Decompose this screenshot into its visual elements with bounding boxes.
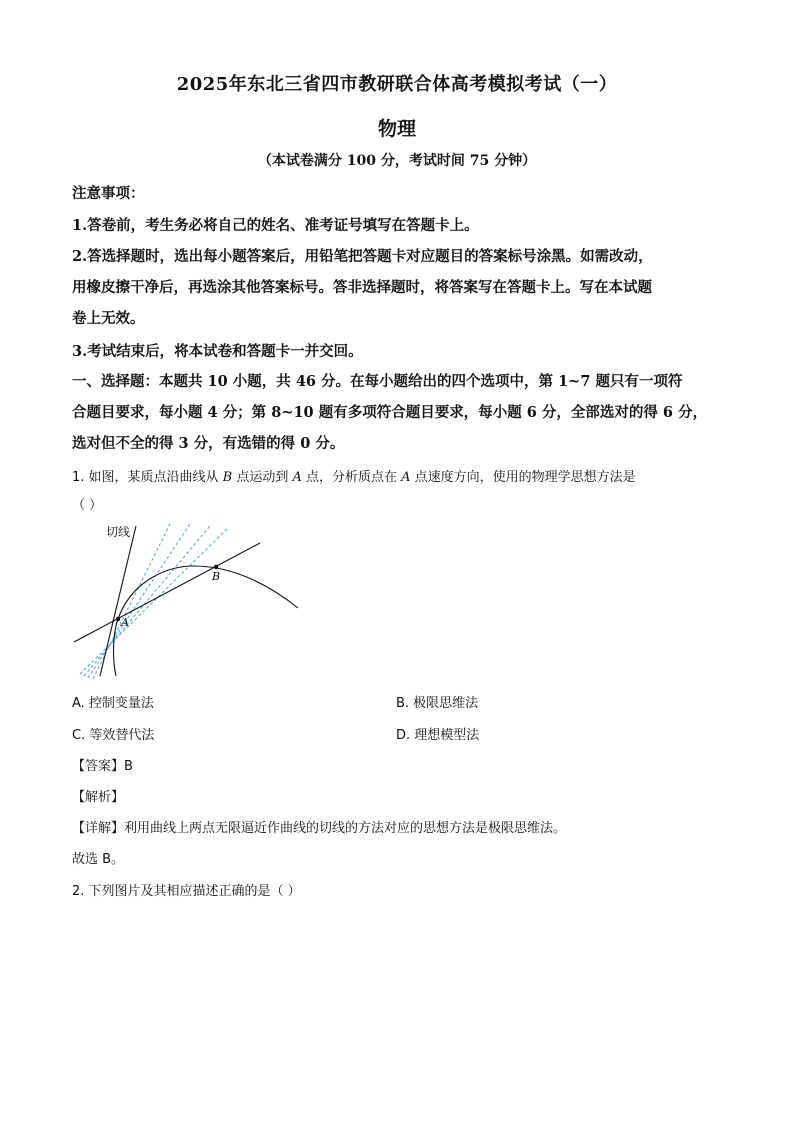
secant-line-1 <box>80 528 228 674</box>
notes-item-1: 1.答卷前，考生务必将自己的姓名、准考证号填写在答题卡上。 <box>72 217 479 234</box>
section-1-line-3: 选对但不全的得 3 分，有选错的得 0 分。 <box>72 435 345 452</box>
answer-tag: 【答案】B <box>72 759 133 774</box>
point-b <box>214 565 218 569</box>
conclusion-text: 故选 B。 <box>72 852 125 867</box>
exam-info: （本试卷满分 100 分，考试时间 75 分钟） <box>257 153 537 169</box>
question-1-stem-part-d: 点速度方向，使用的物理学思想方法是 <box>410 470 636 485</box>
point-a-label: A <box>121 616 129 629</box>
trajectory-curve <box>114 566 298 676</box>
notes-item-2-line-1: 2.答选择题时，选出每小题答案后，用铅笔把答题卡对应题目的答案标号涂黑。如需改动， <box>72 248 653 265</box>
question-1-point-a: A <box>292 470 302 485</box>
secant-line-2 <box>84 526 210 676</box>
tangent-label: 切线 <box>106 525 131 539</box>
secant-lines <box>80 524 228 679</box>
question-1-stem-part-c: 点，分析质点在 <box>301 470 402 485</box>
notes-heading: 注意事项： <box>72 185 145 202</box>
question-2-stem: 2. 下列图片及其相应描述正确的是（ ） <box>72 884 301 899</box>
notes-item-2-line-3: 卷上无效。 <box>72 310 145 327</box>
exam-title: 2025年东北三省四市教研联合体高考模拟考试（一） <box>176 74 618 95</box>
question-1-point-b: B <box>222 470 233 485</box>
question-1-figure <box>72 518 304 680</box>
subject-title: 物理 <box>377 118 416 140</box>
question-1-stem-part-a: 1. 如图，某质点沿曲线从 <box>72 470 223 485</box>
option-b[interactable]: B. 极限思维法 <box>396 696 479 711</box>
option-a[interactable]: A. 控制变量法 <box>72 696 154 711</box>
detail-text: 【详解】利用曲线上两点无限逼近作曲线的切线的方法对应的思想方法是极限思维法。 <box>72 821 567 836</box>
notes-item-3: 3.考试结束后，将本试卷和答题卡一并交回。 <box>72 343 363 360</box>
point-b-label: B <box>212 570 221 583</box>
question-1-point-a-2: A <box>401 470 411 485</box>
secant-line-3 <box>88 524 190 678</box>
question-1-paren: （ ） <box>72 498 103 513</box>
section-1-line-1: 一、选择题：本题共 10 小题，共 46 分。在每小题给出的四个选项中，第 1~7 题只有一项符 <box>72 373 683 390</box>
option-c[interactable]: C. 等效替代法 <box>72 728 155 743</box>
tangent-line <box>100 526 136 676</box>
question-1-stem-part-b: 点运动到 <box>232 470 293 485</box>
point-a <box>116 617 120 621</box>
section-1-line-2: 合题目要求，每小题 4 分；第 8~10 题有多项符合题目要求，每小题 6 分，全部选对的得 6 分， <box>72 404 708 421</box>
option-d[interactable]: D. 理想模型法 <box>396 728 480 743</box>
analysis-tag: 【解析】 <box>72 790 125 805</box>
question-1-stem <box>72 466 636 485</box>
notes-item-2-line-2: 用橡皮擦干净后，再选涂其他答案标号。答非选择题时，将答案写在答题卡上。写在本试题 <box>72 279 652 296</box>
